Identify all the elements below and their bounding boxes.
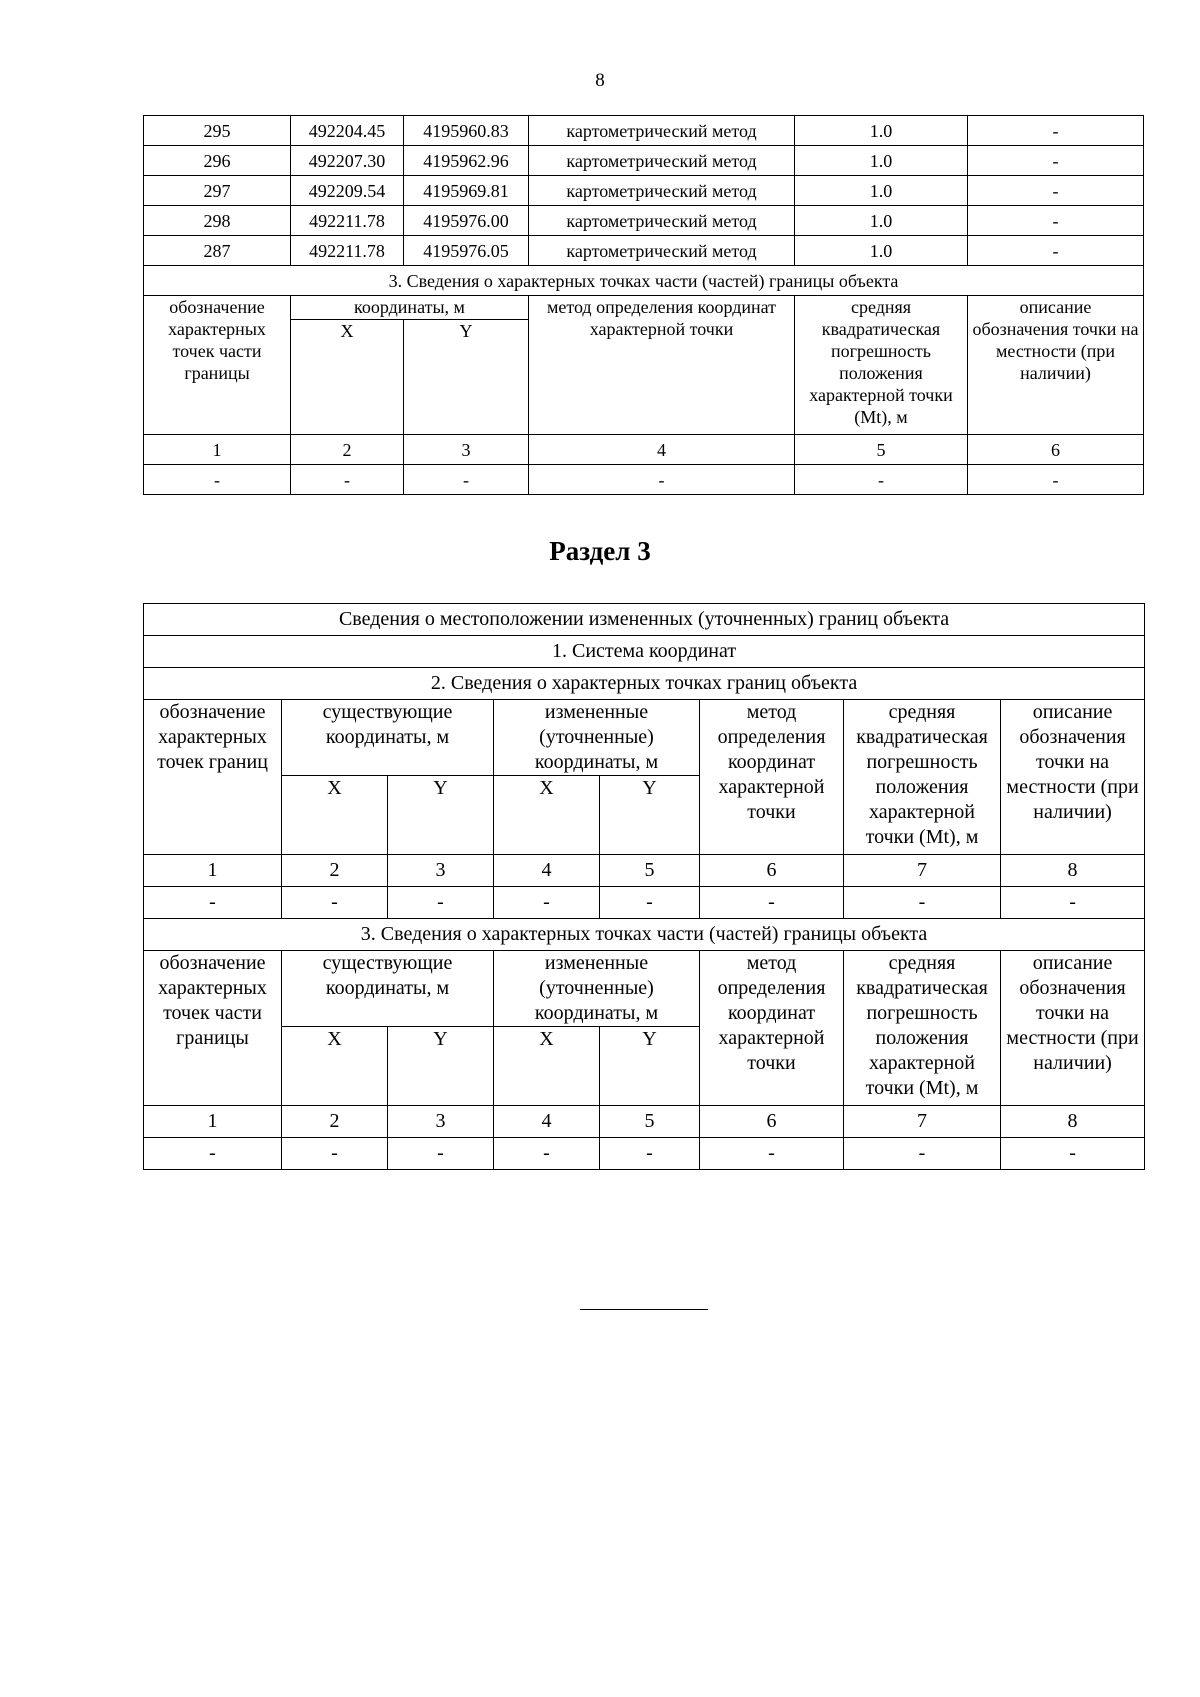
empty-cell: - xyxy=(494,1138,600,1170)
column-numbers-row xyxy=(144,1106,1145,1138)
column-number: 6 xyxy=(700,1106,844,1138)
column-number: 5 xyxy=(795,435,968,465)
method-cell: картометрический метод xyxy=(529,236,795,266)
mt-cell: 1.0 xyxy=(795,146,968,176)
existing-coords-header: существующие координаты, м xyxy=(282,951,494,1027)
mt-header: средняя квадратическая погрешность положения характерной точки (Mt), м xyxy=(844,951,1001,1106)
column-number: 6 xyxy=(700,855,844,887)
column-number: 1 xyxy=(144,1106,282,1138)
method-header: метод определения координат характерной точки xyxy=(700,700,844,855)
column-numbers-row xyxy=(144,855,1145,887)
empty-cell: - xyxy=(144,887,282,919)
table-row xyxy=(144,465,1144,495)
method-cell: картометрический метод xyxy=(529,206,795,236)
x-header: X xyxy=(494,1027,600,1106)
empty-cell: - xyxy=(600,1138,700,1170)
page-number: 8 xyxy=(595,70,605,91)
description-cell: - xyxy=(968,206,1144,236)
column-number: 2 xyxy=(282,1106,388,1138)
y-cell: 4195976.05 xyxy=(404,236,529,266)
table-row xyxy=(144,116,1144,146)
subsection2-title: 2. Сведения о характерных точках границ объекта xyxy=(144,668,1145,700)
column-number: 6 xyxy=(968,435,1144,465)
column-number: 2 xyxy=(282,855,388,887)
column-number: 3 xyxy=(404,435,529,465)
description-cell: - xyxy=(968,116,1144,146)
coordinates-header: координаты, м xyxy=(291,296,529,320)
column-number: 2 xyxy=(291,435,404,465)
method-cell: картометрический метод xyxy=(529,176,795,206)
part-points-title: 3. Сведения о характерных точках части (частей) границы объекта xyxy=(144,266,1144,296)
changed-coords-header: измененные (уточненные) координаты, м xyxy=(494,700,700,776)
empty-cell: - xyxy=(144,465,291,495)
point-cell: 298 xyxy=(144,206,291,236)
method-header: метод определения координат характерной точки xyxy=(529,296,795,435)
empty-cell: - xyxy=(494,887,600,919)
mt-cell: 1.0 xyxy=(795,206,968,236)
column-number: 8 xyxy=(1001,1106,1145,1138)
empty-cell: - xyxy=(1001,1138,1145,1170)
method-header: метод определения координат характерной точки xyxy=(700,951,844,1106)
section-title: Раздел 3 xyxy=(549,536,651,566)
x-header: X xyxy=(282,1027,388,1106)
column-number: 8 xyxy=(1001,855,1145,887)
description-header: описание обозначения точки на местности (при наличии) xyxy=(1001,951,1145,1106)
x-header: X xyxy=(494,776,600,855)
table-row xyxy=(144,146,1144,176)
empty-cell: - xyxy=(700,1138,844,1170)
footer-rule xyxy=(580,1309,708,1310)
empty-cell: - xyxy=(1001,887,1145,919)
table-row xyxy=(144,206,1144,236)
table-row xyxy=(144,236,1144,266)
column-number: 3 xyxy=(388,1106,494,1138)
point-designation-header: обозначение характерных точек части границы xyxy=(144,296,291,435)
empty-cell: - xyxy=(844,887,1001,919)
empty-cell: - xyxy=(282,1138,388,1170)
point-cell: 296 xyxy=(144,146,291,176)
empty-cell: - xyxy=(291,465,404,495)
mt-cell: 1.0 xyxy=(795,176,968,206)
subsection3-title: 3. Сведения о характерных точках части (частей) границы объекта xyxy=(144,919,1145,951)
empty-cell: - xyxy=(844,1138,1001,1170)
mt-cell: 1.0 xyxy=(795,116,968,146)
existing-coords-header: существующие координаты, м xyxy=(282,700,494,776)
column-number: 5 xyxy=(600,1106,700,1138)
table-row xyxy=(144,1138,1145,1170)
column-number: 7 xyxy=(844,1106,1001,1138)
column-number: 5 xyxy=(600,855,700,887)
y-cell: 4195976.00 xyxy=(404,206,529,236)
column-number: 1 xyxy=(144,435,291,465)
column-number: 4 xyxy=(494,855,600,887)
y-cell: 4195960.83 xyxy=(404,116,529,146)
empty-cell: - xyxy=(700,887,844,919)
description-cell: - xyxy=(968,146,1144,176)
mt-cell: 1.0 xyxy=(795,236,968,266)
point-cell: 287 xyxy=(144,236,291,266)
y-cell: 4195969.81 xyxy=(404,176,529,206)
point-cell: 295 xyxy=(144,116,291,146)
point-cell: 297 xyxy=(144,176,291,206)
changed-boundaries-table xyxy=(143,603,1145,1170)
x-cell: 492204.45 xyxy=(291,116,404,146)
mt-header: средняя квадратическая погрешность положения характерной точки (Mt), м xyxy=(795,296,968,435)
x-cell: 492209.54 xyxy=(291,176,404,206)
y-header: Y xyxy=(388,1027,494,1106)
y-header: Y xyxy=(388,776,494,855)
x-header: X xyxy=(291,320,404,435)
table-row xyxy=(144,176,1144,206)
empty-cell: - xyxy=(529,465,795,495)
description-cell: - xyxy=(968,236,1144,266)
changed-coords-header: измененные (уточненные) координаты, м xyxy=(494,951,700,1027)
y-header: Y xyxy=(600,776,700,855)
mt-header: средняя квадратическая погрешность положения характерной точки (Mt), м xyxy=(844,700,1001,855)
description-cell: - xyxy=(968,176,1144,206)
description-header: описание обозначения точки на местности (при наличии) xyxy=(1001,700,1145,855)
empty-cell: - xyxy=(968,465,1144,495)
empty-cell: - xyxy=(144,1138,282,1170)
table-row xyxy=(144,887,1145,919)
boundary-points-continuation-table xyxy=(143,115,1144,495)
empty-cell: - xyxy=(388,887,494,919)
y-cell: 4195962.96 xyxy=(404,146,529,176)
x-cell: 492211.78 xyxy=(291,206,404,236)
x-cell: 492211.78 xyxy=(291,236,404,266)
column-number: 7 xyxy=(844,855,1001,887)
description-header: описание обозначения точки на местности (при наличии) xyxy=(968,296,1144,435)
empty-cell: - xyxy=(282,887,388,919)
empty-cell: - xyxy=(600,887,700,919)
y-header: Y xyxy=(600,1027,700,1106)
column-numbers-row xyxy=(144,435,1144,465)
coord-system-title: 1. Система координат xyxy=(144,636,1145,668)
column-number: 4 xyxy=(529,435,795,465)
empty-cell: - xyxy=(795,465,968,495)
column-number: 4 xyxy=(494,1106,600,1138)
column-number: 3 xyxy=(388,855,494,887)
point-designation-header: обозначение характерных точек границ xyxy=(144,700,282,855)
empty-cell: - xyxy=(388,1138,494,1170)
column-number: 1 xyxy=(144,855,282,887)
method-cell: картометрический метод xyxy=(529,116,795,146)
section3-title: Сведения о местоположении измененных (уточненных) границ объекта xyxy=(144,604,1145,636)
point-designation-header: обозначение характерных точек части границы xyxy=(144,951,282,1106)
empty-cell: - xyxy=(404,465,529,495)
x-cell: 492207.30 xyxy=(291,146,404,176)
method-cell: картометрический метод xyxy=(529,146,795,176)
y-header: Y xyxy=(404,320,529,435)
x-header: X xyxy=(282,776,388,855)
